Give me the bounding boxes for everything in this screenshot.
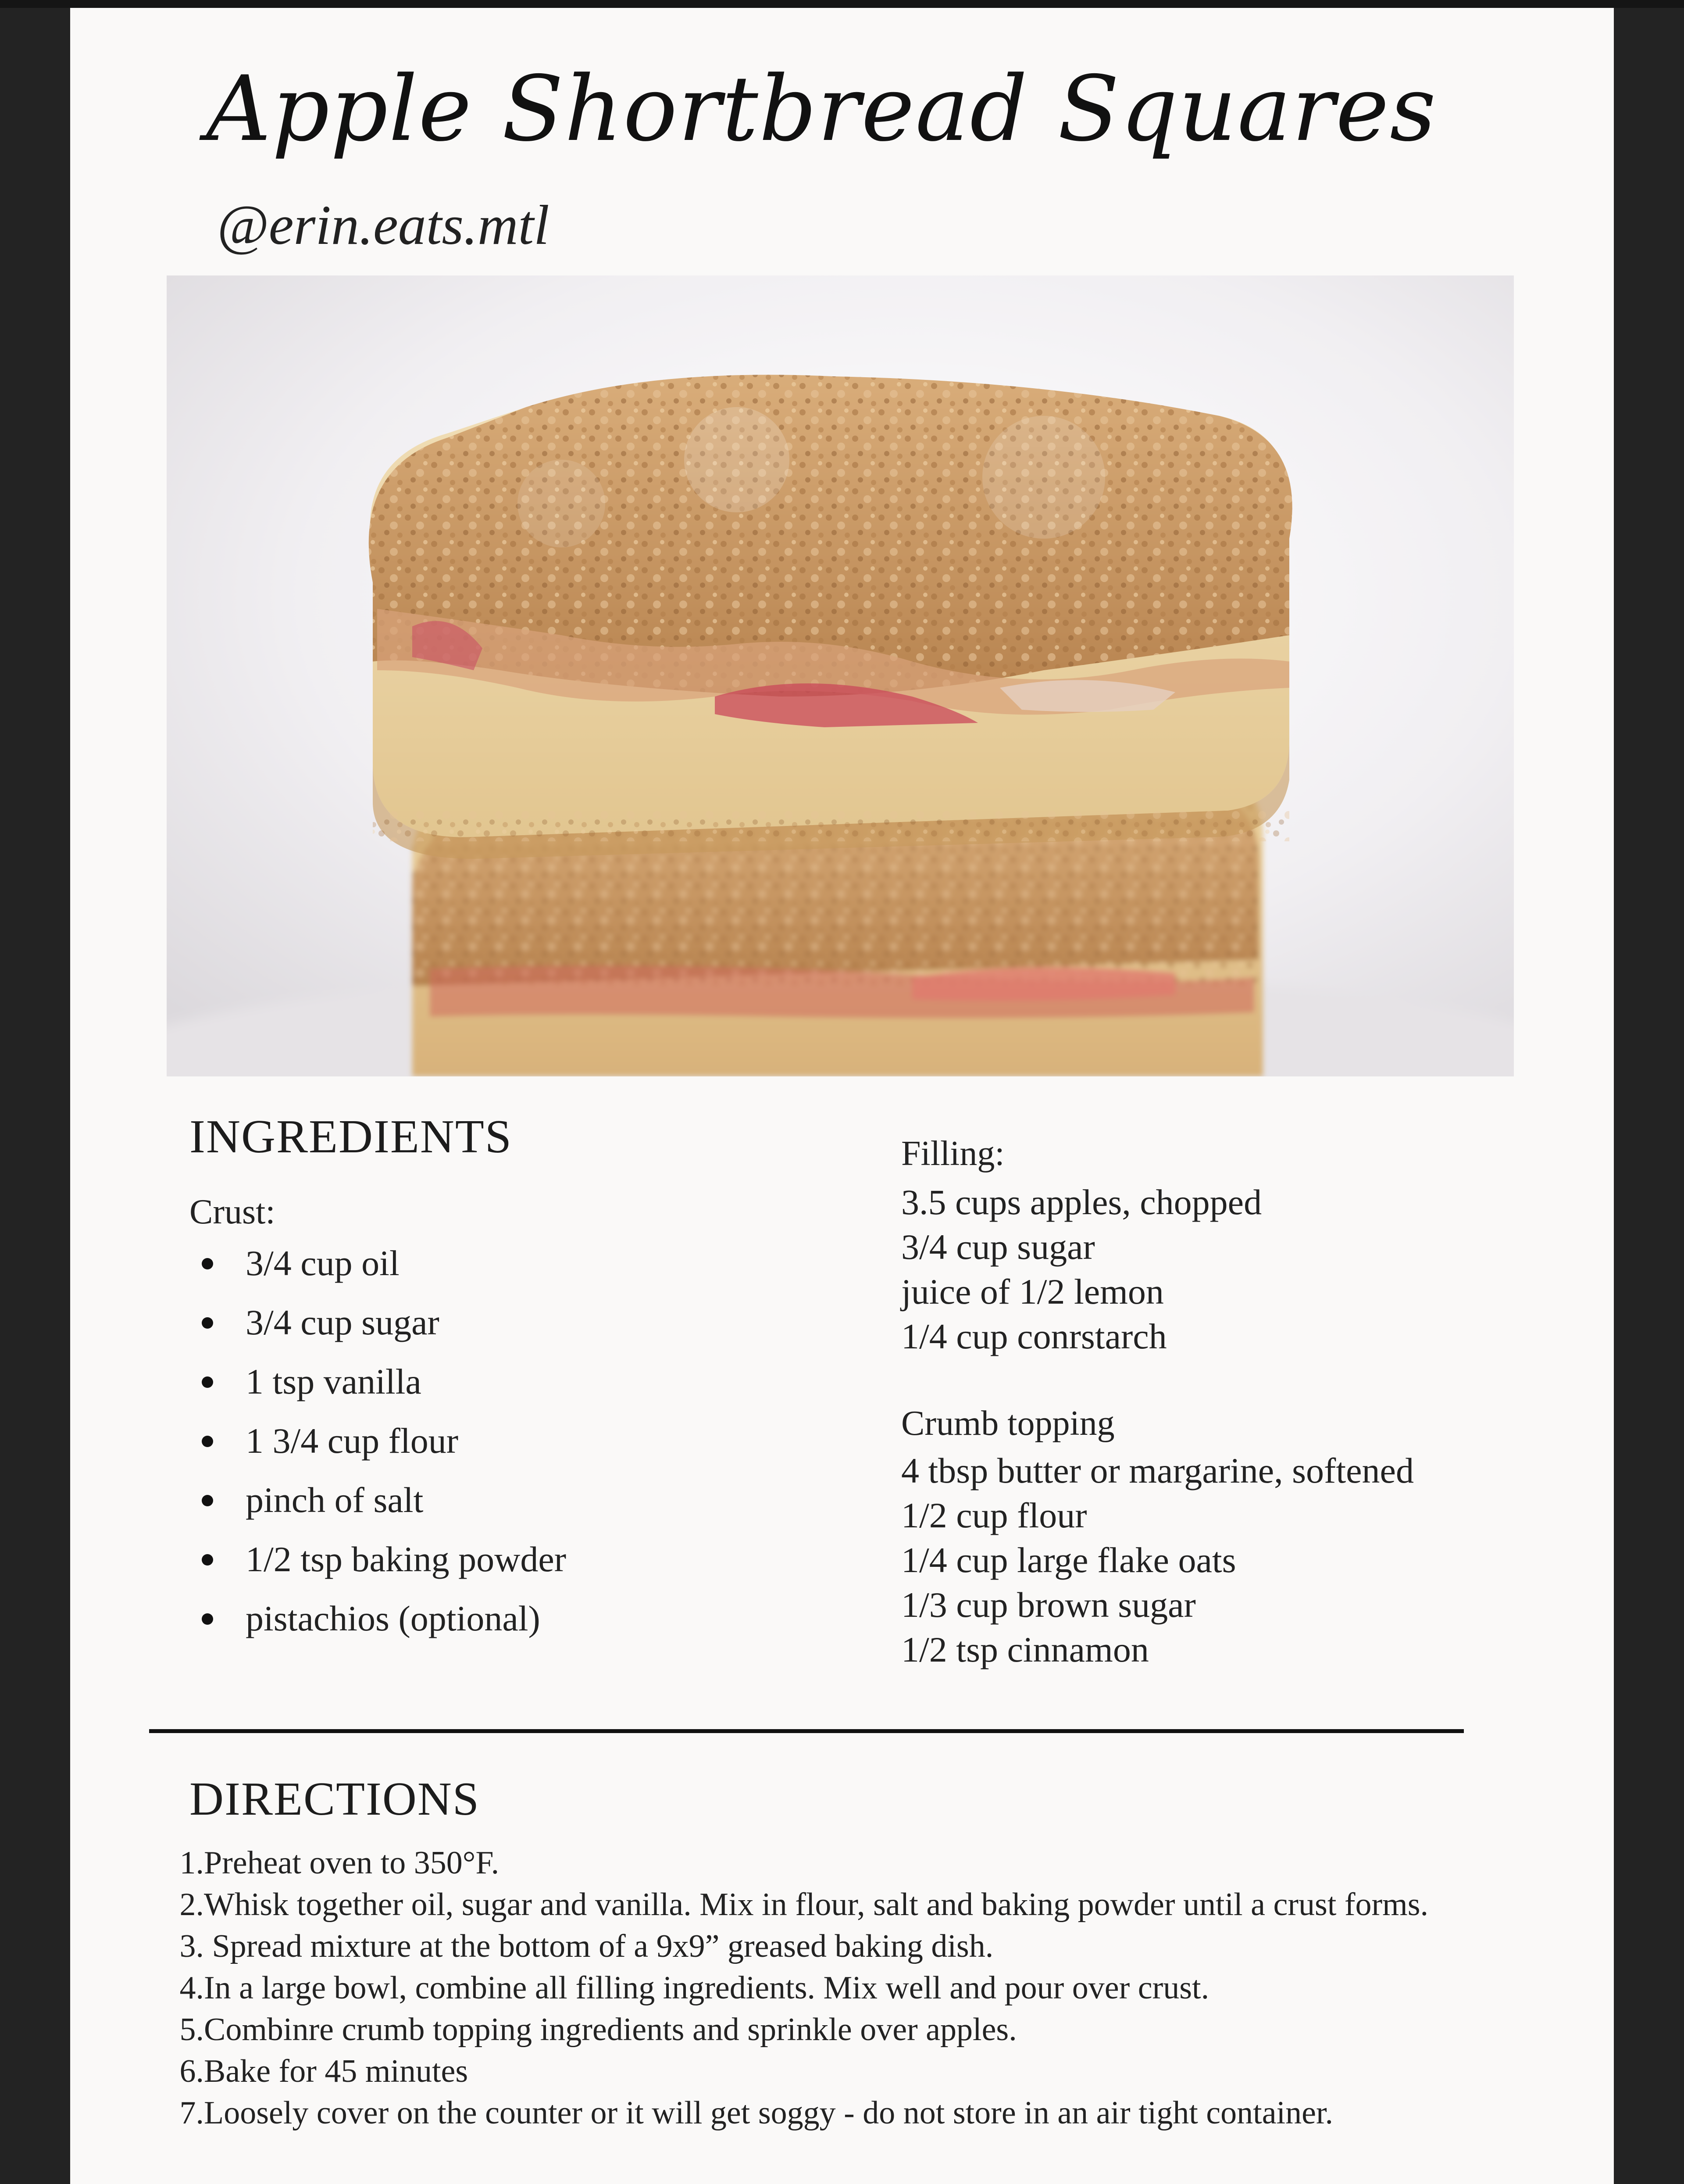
- recipe-title: Apple Shortbread Squares: [206, 57, 1437, 161]
- list-item: 1/2 cup flour: [901, 1495, 1087, 1535]
- apple-shortbread-photo: [167, 275, 1514, 1076]
- list-item: 1/2 tsp baking powder: [189, 1537, 566, 1597]
- bullet-icon: [202, 1317, 213, 1329]
- list-item: 4 tbsp butter or margarine, softened: [901, 1451, 1414, 1491]
- direction-step: 1.Preheat oven to 350°F.: [179, 1845, 499, 1881]
- list-item: 1/4 cup large flake oats: [901, 1540, 1236, 1580]
- crust-label: Crust:: [189, 1193, 275, 1231]
- directions-list: [173, 1842, 1428, 2134]
- list-item: 1/4 cup conrstarch: [901, 1316, 1167, 1356]
- list-item: 1 tsp vanilla: [189, 1360, 566, 1419]
- author-handle: @erin.eats.mtl: [217, 194, 549, 256]
- bullet-icon: [202, 1376, 213, 1388]
- direction-step: 4.In a large bowl, combine all filling ingredients. Mix well and pour over crust.: [179, 1970, 1209, 2006]
- crumb-topping-ingredient-list: [901, 1448, 1414, 1672]
- ingredients-heading: INGREDIENTS: [189, 1111, 512, 1163]
- filling-label: Filling:: [901, 1134, 1005, 1173]
- direction-step: 6.Bake for 45 minutes: [179, 2053, 468, 2089]
- list-item: 1/2 tsp cinnamon: [901, 1630, 1149, 1669]
- list-item: 3/4 cup sugar: [189, 1301, 566, 1360]
- crumb-topping-label: Crumb topping: [901, 1404, 1115, 1443]
- direction-step: 7.Loosely cover on the counter or it will get soggy - do not store in an air tight container.: [179, 2095, 1334, 2131]
- directions-heading: DIRECTIONS: [189, 1773, 480, 1825]
- list-item: 3/4 cup oil: [189, 1241, 566, 1301]
- top-strip: [0, 0, 1684, 8]
- bullet-icon: [202, 1436, 213, 1447]
- direction-step: 5.Combinre crumb topping ingredients and sprinkle over apples.: [179, 2012, 1017, 2048]
- list-item: 3/4 cup sugar: [901, 1227, 1095, 1267]
- list-item: 1/3 cup brown sugar: [901, 1585, 1196, 1625]
- list-item: 1 3/4 cup flour: [189, 1419, 566, 1478]
- section-divider: [149, 1729, 1464, 1733]
- bullet-icon: [202, 1613, 213, 1625]
- direction-step: 3. Spread mixture at the bottom of a 9x9” greased baking dish.: [179, 1928, 994, 1964]
- list-item: juice of 1/2 lemon: [901, 1272, 1164, 1312]
- list-item: pinch of salt: [189, 1478, 566, 1537]
- bullet-icon: [202, 1495, 213, 1506]
- recipe-photo: [167, 275, 1514, 1076]
- bullet-icon: [202, 1258, 213, 1269]
- list-item: 3.5 cups apples, chopped: [901, 1182, 1262, 1222]
- crust-ingredient-list: [189, 1241, 566, 1656]
- direction-step: 2.Whisk together oil, sugar and vanilla. Mix in flour, salt and baking powder until a crust forms.: [179, 1887, 1429, 1923]
- list-item: pistachios (optional): [189, 1597, 566, 1656]
- filling-ingredient-list: [901, 1180, 1262, 1359]
- bullet-icon: [202, 1554, 213, 1566]
